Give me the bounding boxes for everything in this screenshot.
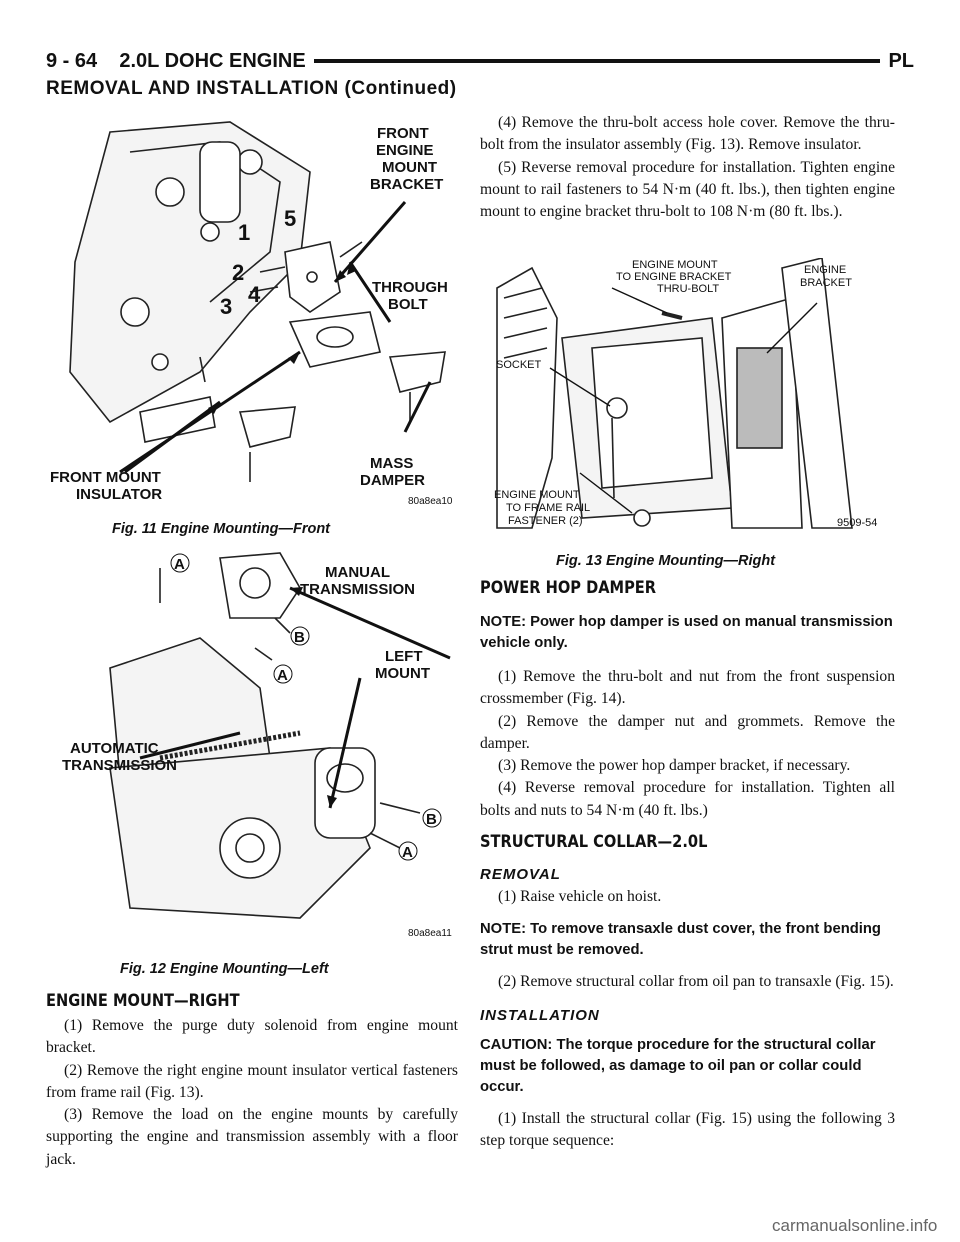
label-socket: SOCKET	[496, 359, 542, 371]
fig11-engine-mount-front-diagram	[50, 112, 460, 512]
label-automatic-transmission: TRANSMISSION	[62, 757, 178, 774]
fig12-engine-mount-left-diagram	[50, 548, 460, 948]
callout-b-bottom: B	[426, 811, 437, 828]
callout-b-top: B	[294, 629, 305, 646]
callout-5: 5	[284, 206, 297, 231]
structural-collar-title: STRUCTURAL COLLAR—2.0L	[480, 832, 708, 852]
power-hop-damper-section	[480, 612, 895, 822]
engine-mount-right-steps-right	[480, 112, 895, 223]
label-engine-bracket-1: ENGINE	[804, 264, 847, 276]
caution-note: CAUTION: The torque procedure for the structural collar must be followed, as damage to oil pan or collar could occur.	[480, 1037, 876, 1096]
label-left-mount: MOUNT	[375, 665, 430, 682]
label-through: THROUGH	[372, 279, 448, 296]
page-header	[46, 50, 914, 76]
label-bracket: BRACKET	[370, 176, 444, 193]
power-hop-step-2: (2) Remove the damper nut and grommets. Remove the damper.	[480, 712, 895, 752]
label-engine-bracket-2: BRACKET	[800, 277, 852, 289]
power-hop-step-1: (1) Remove the thru-bolt and nut from the front suspension crossmember (Fig. 14).	[480, 668, 895, 708]
removal-step-2: (2) Remove structural collar from oil pan to transaxle (Fig. 15).	[498, 972, 894, 990]
label-front: FRONT	[377, 125, 429, 142]
step-2: (2) Remove the right engine mount insulator vertical fasteners from frame rail (Fig. 13).	[46, 1061, 458, 1101]
removal-subtitle: REMOVAL	[480, 866, 561, 883]
watermark: carmanualsonline.info	[772, 1216, 938, 1235]
header-model-code: PL	[880, 50, 914, 72]
installation-subtitle: INSTALLATION	[480, 1006, 600, 1024]
label-frame-3: FASTENER (2)	[508, 515, 583, 527]
callout-1: 1	[238, 220, 251, 245]
label-thru-1: ENGINE MOUNT	[632, 259, 718, 271]
step-3: (3) Remove the load on the engine mounts by carefully supporting the engine and transmission assembly with a floor jack.	[46, 1106, 458, 1168]
callout-a-bottom: A	[402, 844, 413, 861]
power-hop-step-4: (4) Reverse removal procedure for installation. Tighten all bolts and nuts to 54 N·m (40 ft. lbs.)	[480, 779, 895, 819]
callout-a-mid: A	[277, 667, 288, 684]
structural-collar-section	[480, 864, 895, 1153]
power-hop-step-3: (3) Remove the power hop damper bracket, if necessary.	[498, 757, 851, 775]
header-section-title: 9 - 64 2.0L DOHC ENGINE	[46, 50, 314, 72]
power-hop-damper-title: POWER HOP DAMPER	[480, 578, 657, 598]
callout-4: 4	[248, 282, 261, 307]
fig13-caption: Fig. 13 Engine Mounting—Right	[556, 553, 776, 569]
label-manual-transmission: TRANSMISSION	[300, 581, 416, 598]
fig13-engine-mount-right-diagram	[492, 258, 894, 538]
fig11-caption: Fig. 11 Engine Mounting—Front	[112, 521, 331, 537]
fig12-caption: Fig. 12 Engine Mounting—Left	[120, 961, 329, 977]
label-bolt: BOLT	[388, 296, 428, 313]
step-4: (4) Remove the thru-bolt access hole cover. Remove the thru-bolt from the insulator assembly (Fig. 13). Remove insulator.	[480, 114, 895, 154]
power-hop-note: NOTE: Power hop damper is used on manual transmission vehicle only.	[480, 614, 893, 651]
engine-mount-right-steps-left	[46, 1015, 458, 1171]
label-frame-1: ENGINE MOUNT	[494, 489, 580, 501]
removal-note: NOTE: To remove transaxle dust cover, the front bending strut must be removed.	[480, 920, 881, 958]
label-damper: DAMPER	[360, 472, 426, 489]
install-step-1: (1) Install the structural collar (Fig. 15) using the following 3 step torque sequence:	[480, 1110, 895, 1150]
label-insulator: INSULATOR	[76, 486, 163, 503]
label-engine: ENGINE	[376, 142, 434, 159]
label-left: LEFT	[385, 648, 423, 665]
label-thru-2: TO ENGINE BRACKET	[616, 271, 732, 283]
step-1: (1) Remove the purge duty solenoid from engine mount bracket.	[46, 1017, 458, 1057]
label-mass: MASS	[370, 455, 414, 472]
engine-mount-right-title: ENGINE MOUNT—RIGHT	[46, 991, 240, 1011]
removal-step-1: (1) Raise vehicle on hoist.	[498, 888, 662, 906]
callout-2: 2	[232, 260, 245, 285]
continued-heading: REMOVAL AND INSTALLATION (Continued)	[46, 78, 457, 99]
label-manual: MANUAL	[325, 564, 390, 581]
label-front-mount: FRONT MOUNT	[50, 469, 161, 486]
fig12-code: 80a8ea11	[408, 928, 452, 939]
step-5: (5) Reverse removal procedure for installation. Tighten engine mount to rail fasteners to 54 N·m (40 ft. lbs.), then tighten engine mount to engine bracket thru-bolt to 108 N·m (80 ft. lbs.).	[480, 158, 895, 221]
fig11-code: 80a8ea10	[408, 496, 453, 507]
label-frame-2: TO FRAME RAIL	[506, 502, 591, 514]
callout-a-top: A	[174, 556, 185, 573]
callout-3: 3	[220, 294, 233, 319]
label-automatic: AUTOMATIC	[70, 740, 159, 757]
label-thru-3: THRU-BOLT	[657, 283, 720, 295]
fig13-code: 9509-54	[837, 517, 878, 529]
label-mount: MOUNT	[382, 159, 437, 176]
